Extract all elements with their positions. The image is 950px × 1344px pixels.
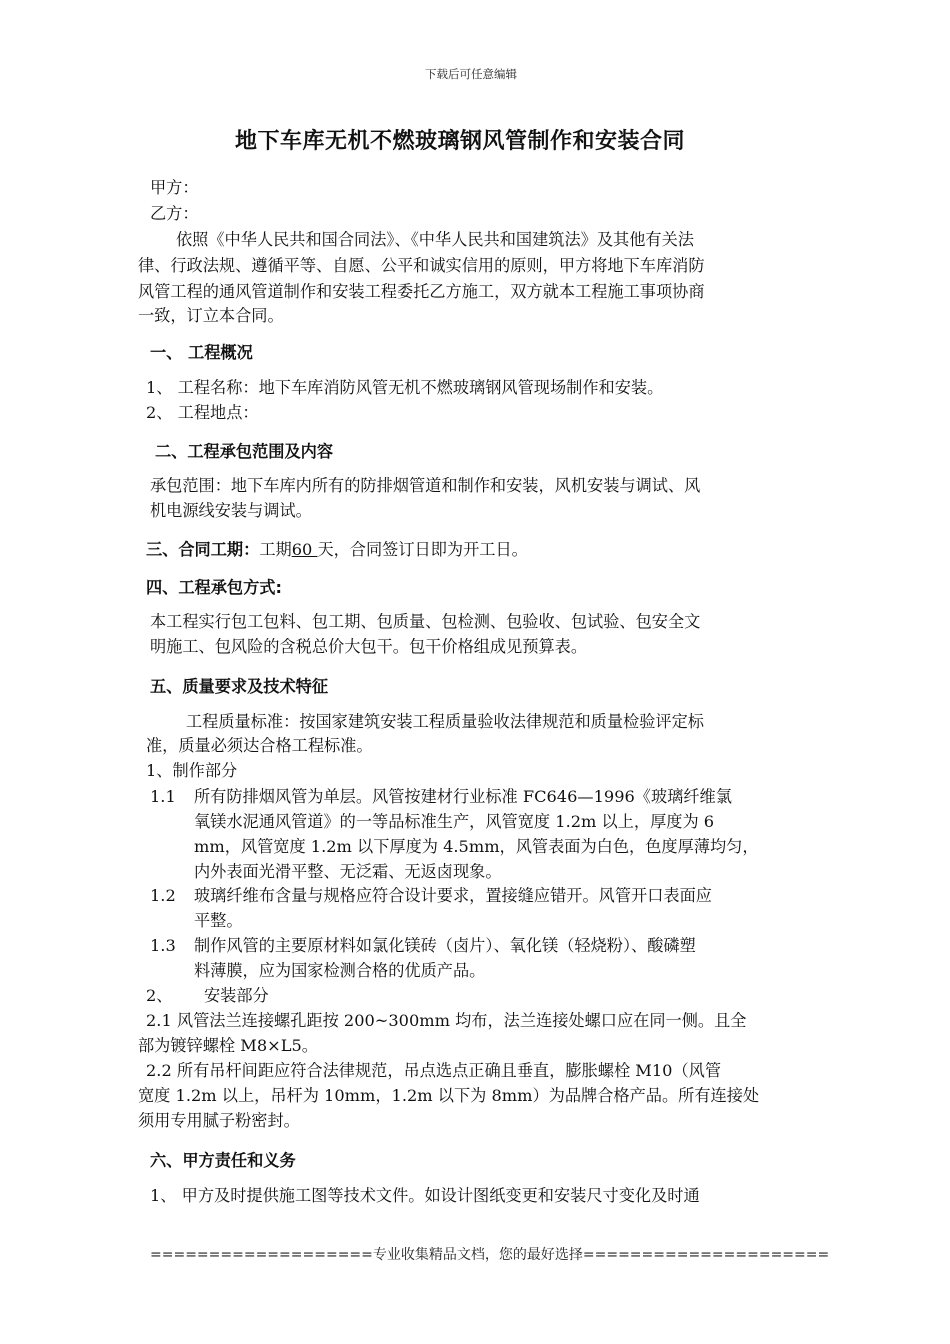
clause-line: 2.1 风管法兰连接螺孔距按 200~300mm 均布，法兰连接处螺口应在同一侧。且全	[146, 1011, 747, 1030]
clause-line: 2.2 所有吊杆间距应符合法律规范，吊点选点正确且垂直，膨胀螺栓 M10（风管	[146, 1061, 722, 1080]
clause-line: 制作风管的主要原材料如氯化镁砖（卤片）、氧化镁（轻烧粉）、酸磷塑	[194, 936, 696, 955]
section-6-heading: 六、甲方责任和义务	[150, 1151, 296, 1170]
document-title: 地下车库无机不燃玻璃钢风管制作和安装合同	[235, 129, 686, 154]
section-3-pre: 工期	[259, 540, 292, 559]
section-4-line: 明施工、包风险的含税总价大包干。包干价格组成见预算表。	[150, 637, 588, 656]
section-4-line: 本工程实行包工包料、包工期、包质量、包检测、包验收、包试验、包安全文	[150, 612, 701, 631]
page-footer: ===================专业收集精品文档，您的最好选择=====================	[150, 1247, 830, 1263]
section-2-line: 机电源线安装与调试。	[150, 501, 312, 520]
section-5-heading: 五、质量要求及技术特征	[150, 677, 329, 696]
clause-line: 须用专用腻子粉密封。	[138, 1111, 300, 1130]
part-1-title: 1、制作部分	[146, 761, 238, 780]
intro-line: 一致，订立本合同。	[138, 306, 284, 325]
party-b-label: 乙方：	[150, 204, 199, 223]
section-1-heading: 一、 工程概况	[150, 343, 253, 362]
clause-line: 宽度 1.2m 以上，吊杆为 10mm，1.2m 以下为 8mm）为品牌合格产品。所有连接处	[138, 1086, 760, 1105]
clause-line: 平整。	[194, 911, 243, 930]
clause-line: 料薄膜，应为国家检测合格的优质产品。	[194, 961, 486, 980]
section-4-heading: 四、工程承包方式:	[146, 578, 282, 597]
clause-line: 所有防排烟风管为单层。风管按建材行业标准 FC646—1996《玻璃纤维氯	[194, 787, 732, 806]
quality-standard-line: 工程质量标准：按国家建筑安装工程质量验收法律规范和质量检验评定标	[186, 712, 704, 731]
section-3-row	[146, 536, 528, 562]
section-2-line: 承包范围：地下车库内所有的防排烟管道和制作和安装，风机安装与调试、风	[150, 476, 701, 495]
clause-line: mm，风管宽度 1.2m 以下厚度为 4.5mm，风管表面为白色，色度厚薄均匀，	[194, 837, 759, 856]
clause-number: 1.2	[150, 886, 176, 905]
section-3-heading: 三、合同工期：	[146, 540, 260, 559]
clause-line: 氧镁水泥通风管道》的一等品标准生产，风管宽度 1.2m 以上，厚度为 6	[194, 812, 715, 831]
section-3-post: 天，合同签订日即为开工日。	[317, 540, 528, 559]
section-6-item: 1、 甲方及时提供施工图等技术文件。如设计图纸变更和安装尺寸变化及时通	[150, 1186, 700, 1205]
section-3-days: 60	[291, 540, 318, 559]
clause-line: 内外表面光滑平整、无泛霜、无返卤现象。	[194, 862, 502, 881]
part-2-number: 2、	[146, 986, 173, 1005]
clause-line: 玻璃纤维布含量与规格应符合设计要求，置接缝应错开。风管开口表面应	[194, 886, 712, 905]
quality-standard-line: 准，质量必须达合格工程标准。	[146, 736, 373, 755]
clause-line: 部为镀锌螺栓 M8×L5。	[138, 1036, 318, 1055]
section-2-heading: 二、工程承包范围及内容	[155, 442, 334, 461]
party-a-label: 甲方：	[150, 178, 199, 197]
clause-number: 1.3	[150, 936, 176, 955]
header-note: 下载后可任意编辑	[425, 67, 517, 81]
clause-number: 1.1	[150, 787, 176, 806]
intro-line: 依照《中华人民共和国合同法》、《中华人民共和国建筑法》及其他有关法	[176, 230, 694, 249]
intro-line: 律、行政法规、遵循平等、自愿、公平和诚实信用的原则，甲方将地下车库消防	[138, 256, 705, 275]
section-1-item: 2、 工程地点：	[146, 403, 259, 422]
intro-line: 风管工程的通风管道制作和安装工程委托乙方施工，双方就本工程施工事项协商	[138, 282, 705, 301]
section-1-item: 1、 工程名称：地下车库消防风管无机不燃玻璃钢风管现场制作和安装。	[146, 378, 664, 397]
part-2-title: 安装部分	[204, 986, 269, 1005]
